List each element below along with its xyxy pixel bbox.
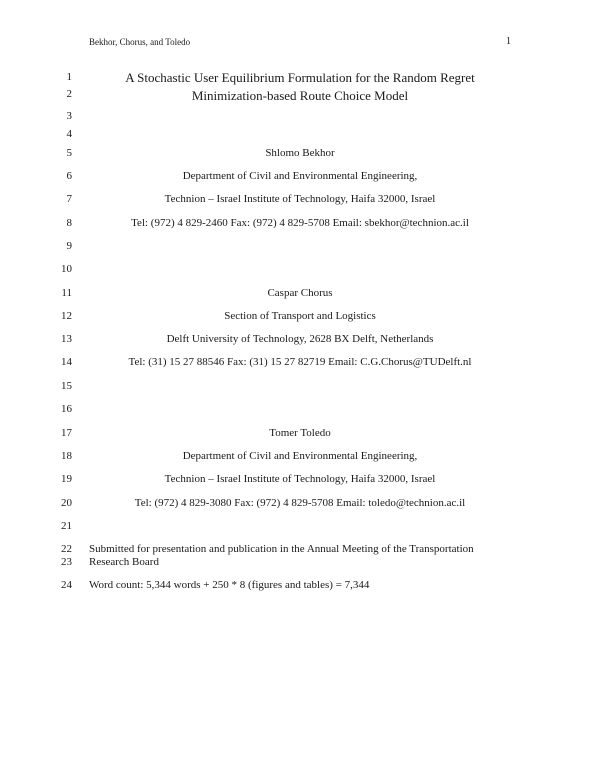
- author-name: Caspar Chorus: [267, 287, 333, 299]
- line-number: 4: [66, 128, 72, 140]
- line-number: 24: [61, 579, 72, 591]
- line-number: 5: [66, 147, 72, 159]
- author-contact: Tel: (31) 15 27 88546 Fax: (31) 15 27 82719 Email: C.G.Chorus@TUDelft.nl: [128, 356, 472, 368]
- line-number: 10: [61, 263, 72, 275]
- author-institution: Delft University of Technology, 2628 BX Delft, Netherlands: [166, 333, 434, 345]
- author-department: Department of Civil and Environmental Engineering,: [182, 170, 418, 182]
- author-name: Tomer Toledo: [269, 427, 331, 439]
- line-number: 9: [66, 240, 72, 252]
- line-number: 16: [61, 403, 72, 415]
- word-count: Word count: 5,344 words + 250 * 8 (figures and tables) = 7,344: [89, 579, 370, 591]
- paper-title-line-1: A Stochastic User Equilibrium Formulation for the Random Regret: [125, 70, 475, 85]
- line-number: 17: [61, 427, 72, 439]
- line-number: 21: [61, 520, 72, 532]
- author-name: Shlomo Bekhor: [265, 147, 335, 159]
- line-number: 15: [61, 380, 72, 392]
- line-number: 1: [66, 71, 72, 83]
- line-number: 19: [61, 473, 72, 485]
- line-number: 2: [66, 88, 72, 100]
- line-number: 18: [61, 450, 72, 462]
- paper-title-line-2: Minimization-based Route Choice Model: [191, 88, 409, 103]
- submission-note-line-2: Research Board: [89, 556, 159, 568]
- line-number: 6: [66, 170, 72, 182]
- line-number: 8: [66, 217, 72, 229]
- author-institution: Technion – Israel Institute of Technology, Haifa 32000, Israel: [164, 193, 436, 205]
- line-number: 22: [61, 543, 72, 555]
- line-number: 23: [61, 556, 72, 568]
- running-head: Bekhor, Chorus, and Toledo: [89, 37, 191, 47]
- page-number: 1: [506, 36, 511, 47]
- author-institution: Technion – Israel Institute of Technology, Haifa 32000, Israel: [164, 473, 436, 485]
- line-number: 11: [61, 287, 72, 299]
- line-number: 12: [61, 310, 72, 322]
- author-department: Department of Civil and Environmental Engineering,: [182, 450, 418, 462]
- line-number: 7: [66, 193, 72, 205]
- line-number: 3: [66, 110, 72, 122]
- author-contact: Tel: (972) 4 829-2460 Fax: (972) 4 829-5708 Email: sbekhor@technion.ac.il: [131, 217, 469, 229]
- submission-note-line-1: Submitted for presentation and publication in the Annual Meeting of the Transportation: [89, 543, 474, 555]
- author-department: Section of Transport and Logistics: [224, 310, 376, 322]
- line-number: 13: [61, 333, 72, 345]
- line-number: 14: [61, 356, 72, 368]
- line-number: 20: [61, 497, 72, 509]
- author-contact: Tel: (972) 4 829-3080 Fax: (972) 4 829-5708 Email: toledo@technion.ac.il: [134, 497, 466, 509]
